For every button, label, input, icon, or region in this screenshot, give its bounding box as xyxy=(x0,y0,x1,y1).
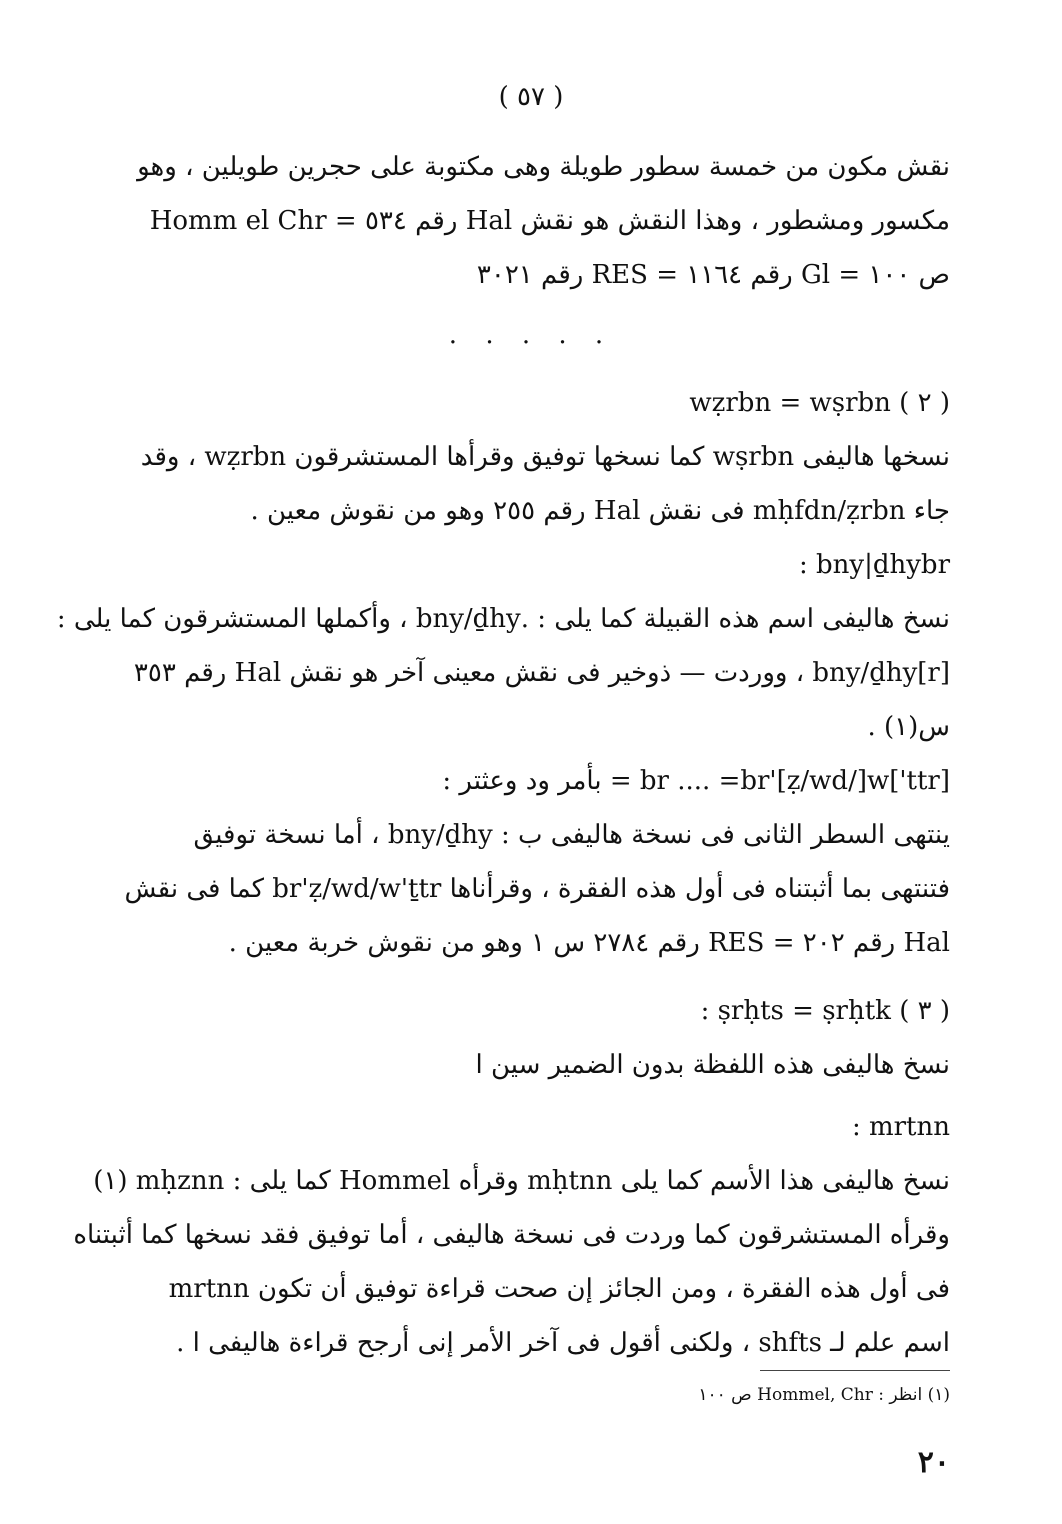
footnote: (١) انظر : Hommel, Chr ص ١٠٠ xyxy=(698,1385,950,1405)
section-heading: br .... =br'[ẓ/wd/]w['ttr] = بأمر ود وعثتر : xyxy=(442,766,950,796)
section-3 xyxy=(56,538,950,754)
text-line: نسخ هاليفى هذه اللفظة بدون الضمير سين ا xyxy=(475,1050,950,1080)
text-line: نسخ هاليفى هذا الأسم كما يلى mḥtnn وقرأه Hommel كما يلى : mḥznn (١) xyxy=(93,1166,950,1196)
text-line: س(١) . xyxy=(867,712,950,742)
text-line: نسخها هاليفى wṣrbn كما نسخها توفيق وقرأها المستشرقون wẓrbn ، وقد xyxy=(140,442,950,472)
text-line: نقش مكون من خمسة سطور طويلة وهى مكتوبة على حجرين طويلين ، وهو xyxy=(137,152,950,182)
text-line: bny/ḏhy[r] ، ووردت — ذوخير فى نقش معينى آخر هو نقش Hal رقم ٣٥٣ xyxy=(133,658,950,688)
text-line: ينتهى السطر الثانى فى نسخة هاليفى ب : bny/ḏhy ، أما نسخة توفيق xyxy=(193,820,950,850)
section-4 xyxy=(125,754,950,970)
section-6 xyxy=(73,1100,950,1370)
text-line: ص ١٠٠ = Gl رقم ١١٦٤ = RES رقم ٣٠٢١ xyxy=(476,260,950,290)
page-number-bottom: ٢٠ xyxy=(917,1445,950,1480)
separator-dots: . . . . . xyxy=(448,320,614,350)
section-heading: : ṣrḥts = ṣrḥtk ( ٣ ) xyxy=(700,996,950,1026)
footnote-divider xyxy=(760,1370,950,1371)
text-line: اسم علم لـ shfts ، ولكنى أقول فى آخر الأمر إنى أرجح قراءة هاليفى ا . xyxy=(176,1328,950,1358)
text-line: Hal رقم ٢٠٢ = RES رقم ٢٧٨٤ س ١ وهو من نقوش خربة معين . xyxy=(228,928,950,958)
text-line: فى أول هذه الفقرة ، ومن الجائز إن صحت قراءة توفيق أن تكون mrtnn xyxy=(168,1274,950,1304)
text-line: مكسور ومشطور ، وهذا النقش هو نقش Hal رقم ٥٣٤ = Homm el Chr xyxy=(149,206,950,236)
section-heading: wẓrbn = wṣrbn ( ٢ ) xyxy=(689,388,950,418)
text-line: جاء mḥfdn/ẓrbn فى نقش Hal رقم ٢٥٥ وهو من نقوش معين . xyxy=(250,496,950,526)
text-line: فتنتهى بما أثبتناه فى أول هذه الفقرة ، وقرأناها br'ẓ/wd/w'ṯtr كما فى نقش xyxy=(124,874,950,904)
text-line: وقرأه المستشرقون كما وردت فى نسخة هاليفى ، أما توفيق فقد نسخها كما أثبتناه xyxy=(73,1220,950,1250)
text-line: نسخ هاليفى اسم هذه القبيلة كما يلى : .bny/ḏhy ، وأكملها المستشرقون كما يلى : xyxy=(56,604,950,634)
section-heading: : bny|ḏhybr xyxy=(798,550,950,580)
section-2 xyxy=(125,376,950,538)
section-heading: : mrtnn xyxy=(851,1112,950,1142)
section-5 xyxy=(125,984,950,1092)
paragraph-intro xyxy=(125,140,950,302)
page-number-top: ( ٥٧ ) xyxy=(498,82,564,112)
